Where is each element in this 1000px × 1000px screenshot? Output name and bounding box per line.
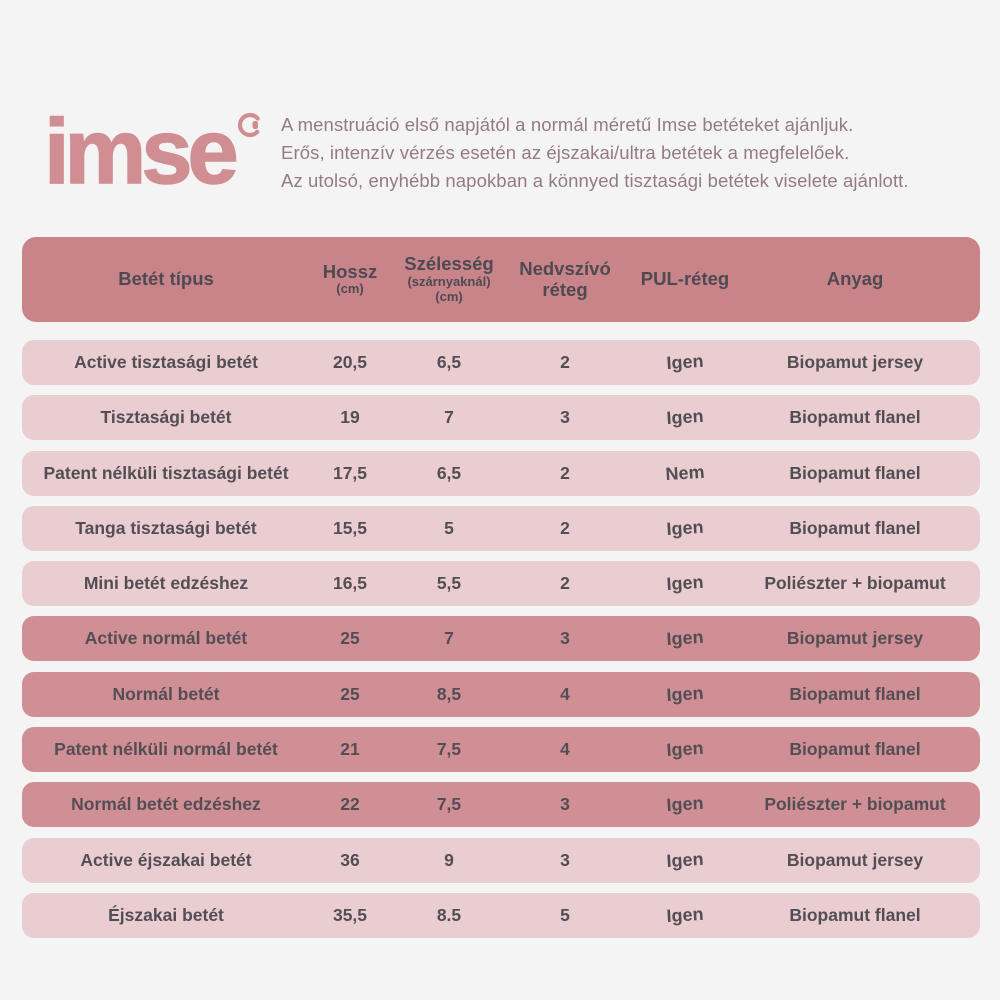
cell-type: Active éjszakai betét [80,849,252,870]
column-header [390,254,508,305]
cell-type: Normál betét [112,683,220,704]
cell-hossz: 15,5 [332,517,368,538]
cell-pul: Igen [665,406,705,429]
table-row [22,395,980,440]
cell-hossz: 25 [340,683,360,704]
cell-pul: Igen [665,793,705,816]
table-row [22,451,980,496]
column-header-label: Szélesség [404,253,494,275]
intro-text [281,111,909,195]
cell-anyag: Biopamut flanel [789,407,921,428]
cell-hossz: 22 [340,794,360,815]
intro-line: Az utolsó, enyhébb napokban a könnyed tisztasági betétek viselete ajánlott. [281,170,909,191]
cell-szelesseg: 7 [444,628,454,649]
column-header-sublabel: (szárnyaknál) [407,273,491,289]
cell-hossz: 17,5 [332,462,368,483]
column-header [622,269,748,290]
cell-nedvszivo: 3 [560,849,570,870]
cell-type: Normál betét edzéshez [71,794,261,815]
column-header [508,259,622,300]
cell-anyag: Poliészter + biopamut [764,794,946,815]
cell-anyag: Biopamut flanel [789,683,921,704]
column-header-sublabel: (cm) [336,281,364,297]
cell-pul: Igen [665,516,705,540]
table-row [22,672,980,717]
cell-szelesseg: 6,5 [436,462,462,483]
cell-pul: Igen [665,848,705,871]
cell-hossz: 21 [340,739,360,760]
table-row [22,616,980,661]
table-rows [22,340,980,938]
cell-type: Tanga tisztasági betét [75,517,257,538]
cell-hossz: 36 [340,849,360,870]
cell-nedvszivo: 2 [560,517,570,538]
cell-szelesseg: 8,5 [436,683,462,704]
cell-pul: Igen [665,572,705,595]
cell-pul: Igen [665,737,705,761]
column-header-label: Betét típus [118,268,214,290]
cell-hossz: 35,5 [332,904,368,925]
column-header-label: Nedvszívó réteg [519,257,611,300]
cell-nedvszivo: 3 [560,628,570,649]
cell-type: Mini betét edzéshez [83,573,249,594]
cell-type: Patent nélküli tisztasági betét [43,462,289,483]
table-header-row [22,237,980,322]
cell-type: Tisztasági betét [100,407,232,428]
table-row [22,561,980,606]
table-row [22,506,980,551]
cell-anyag: Poliészter + biopamut [764,573,946,594]
table-row [22,838,980,883]
column-header [22,269,310,290]
cell-szelesseg: 5,5 [436,573,462,594]
cell-hossz: 20,5 [332,352,368,372]
cell-hossz: 19 [340,407,360,428]
column-header-label: Anyag [826,268,884,290]
table-row [22,340,980,385]
cell-szelesseg: 5 [444,517,454,538]
cell-anyag: Biopamut flanel [789,517,921,538]
column-header-sublabel: (cm) [435,288,463,304]
cell-szelesseg: 7,5 [436,794,462,815]
cell-szelesseg: 9 [444,849,454,870]
product-table [22,237,980,938]
cell-anyag: Biopamut flanel [789,462,921,483]
brand-logo [44,101,263,203]
cell-anyag: Biopamut flanel [789,904,921,925]
cell-type: Patent nélküli normál betét [54,739,278,760]
cell-type: Éjszakai betét [108,904,224,925]
intro-line: Erős, intenzív vérzés esetén az éjszakai/ultra betétek a megfelelőek. [281,142,850,163]
cell-nedvszivo: 2 [560,462,570,483]
cell-nedvszivo: 3 [560,794,570,815]
column-header-label: Hossz [322,260,378,282]
cell-nedvszivo: 2 [560,352,570,372]
cell-pul: Igen [665,350,705,374]
cell-pul: Igen [665,682,705,705]
cell-anyag: Biopamut jersey [786,628,924,649]
cell-nedvszivo: 5 [560,904,570,925]
cell-szelesseg: 7 [444,407,454,428]
cell-hossz: 25 [340,628,360,649]
cell-szelesseg: 7,5 [436,739,462,760]
cell-szelesseg: 6,5 [436,352,462,372]
cell-nedvszivo: 4 [560,739,570,760]
cell-nedvszivo: 4 [560,683,570,704]
table-row [22,893,980,938]
table-row [22,727,980,772]
cell-szelesseg: 8.5 [436,904,462,925]
cell-nedvszivo: 2 [560,573,570,594]
cell-pul: Igen [665,627,705,650]
cell-pul: Igen [665,903,705,927]
column-header [310,262,390,298]
cell-anyag: Biopamut jersey [786,849,924,870]
cell-type: Active tisztasági betét [74,352,258,372]
column-header-label: PUL-réteg [640,268,730,290]
cell-hossz: 16,5 [332,573,368,594]
cell-type: Active normál betét [84,628,248,649]
imse-circle-mark-icon [237,112,263,143]
column-header [748,269,962,290]
cell-nedvszivo: 3 [560,407,570,428]
cell-pul: Nem [664,461,706,484]
cell-anyag: Biopamut flanel [789,739,921,760]
table-row [22,782,980,827]
brand-logo-text: imse [44,101,234,203]
cell-anyag: Biopamut jersey [786,352,924,372]
intro-line: A menstruáció első napjától a normál méretű Imse betéteket ajánljuk. [281,114,854,135]
